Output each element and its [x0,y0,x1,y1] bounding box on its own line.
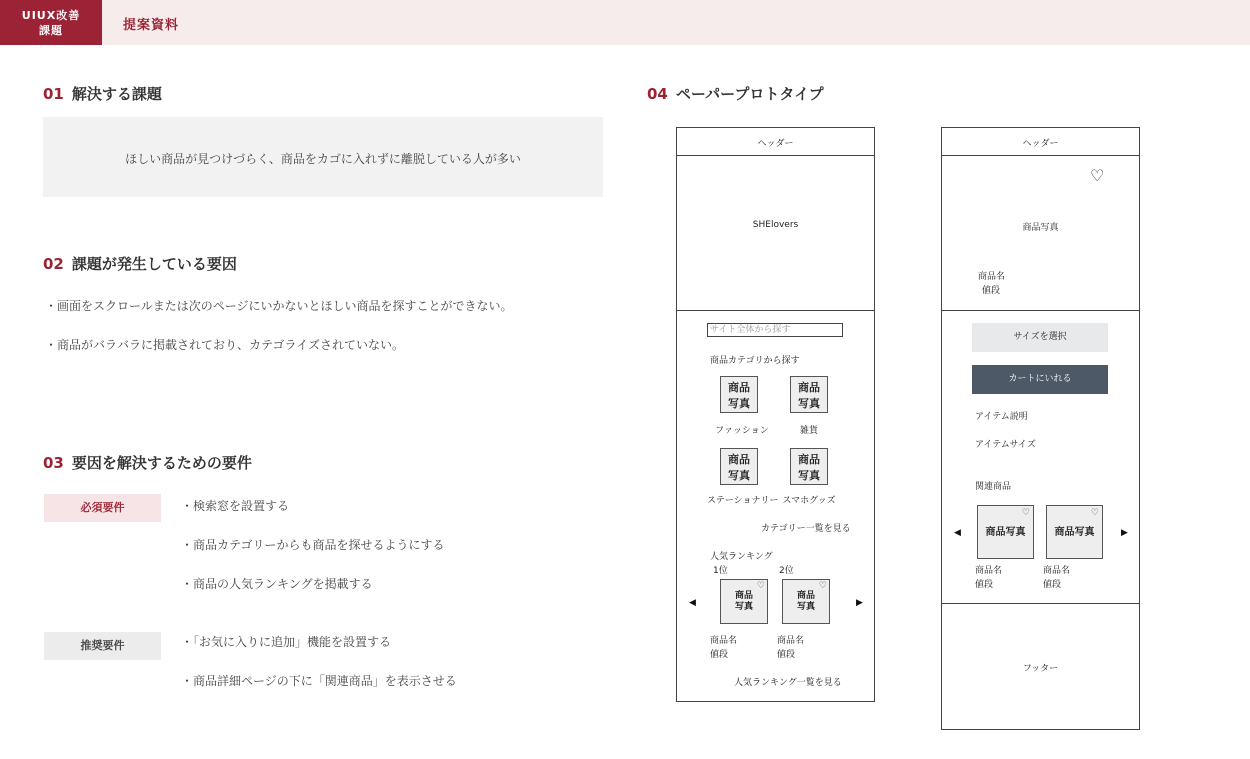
photo-line1: 商品 [796,591,815,601]
category-photo[interactable] [790,448,828,485]
wireframe-detail-page [941,127,1140,730]
carousel-right-arrow-icon[interactable]: ▶ [856,598,863,608]
related-product-photo[interactable] [977,505,1034,559]
carousel-right-arrow-icon[interactable]: ▶ [1121,528,1128,538]
photo-line2: 写真 [734,602,753,612]
ranking-photo[interactable] [720,579,768,624]
item-size-label: アイテムサイズ [975,440,1036,450]
favorite-heart-icon[interactable]: ♡ [818,581,827,591]
divider [942,155,1139,156]
category-list-link[interactable]: カテゴリー一覧を見る [761,524,851,534]
problem-box [43,117,603,197]
top-bar [0,0,1250,45]
cause-item: ・商品がバラバラに掲載されており、カテゴライズされていない。 [45,338,405,352]
product-price: 値段 [777,650,796,660]
ranking-list-link[interactable]: 人気ランキング一覧を見る [734,678,842,688]
section-01-number: 01 [43,85,64,103]
category-photo[interactable] [720,376,758,413]
wf-header-label: ヘッダー [757,139,794,149]
favorite-heart-icon[interactable]: ♡ [756,581,765,591]
product-name: 商品名 [978,272,1006,282]
product-photo-label: 商品写真 [1022,223,1059,233]
photo-line1: 商品 [734,591,753,601]
related-heading: 関連商品 [975,482,1012,492]
product-name: 商品名 [975,566,1003,576]
related-product-photo[interactable] [1046,505,1103,559]
select-size-button[interactable]: サイズを選択 [972,323,1108,352]
header-badge-line2: 課題 [39,24,63,37]
carousel-left-arrow-icon[interactable]: ◀ [689,598,696,608]
favorite-heart-icon[interactable]: ♡ [1021,508,1030,518]
section-04-number: 04 [647,85,668,103]
favorite-heart-icon[interactable]: ♡ [1090,166,1105,185]
section-02-title: 課題が発生している要因 [71,255,237,273]
divider [677,155,874,156]
section-04-title: ペーパープロトタイプ [675,85,824,103]
section-02-heading [43,253,237,274]
section-01-title: 解決する課題 [71,85,162,103]
header-badge-line1: UIUX改善 [21,9,81,22]
product-price: 値段 [1043,580,1062,590]
category-label: 雑貨 [799,426,818,436]
requirement-item: ・商品カテゴリーからも商品を探せるようにする [181,538,445,552]
cause-item: ・画面をスクロールまたは次のページにいかないとほしい商品を探すことができない。 [45,299,513,313]
related-photo-label: 商品写真 [985,527,1026,538]
category-label: ステーショナリー [707,496,779,506]
rank-label: 1位 [713,566,728,576]
category-heading: 商品カテゴリから探す [710,356,800,366]
wf-footer-label: フッター [1022,664,1059,674]
problem-text: ほしい商品が見つけづらく、商品をカゴに入れずに離脱している人が多い [125,152,521,166]
recommendation-item: ・商品詳細ページの下に「関連商品」を表示させる [181,674,457,688]
recommendation-item: ・「お気に入りに追加」機能を設置する [181,635,392,649]
item-description-label: アイテム説明 [975,412,1028,422]
page-title: 提案資料 [123,18,180,33]
section-04-heading [647,83,824,104]
photo-line2: 写真 [728,397,750,410]
product-name: 商品名 [777,636,805,646]
photo-line2: 写真 [796,602,815,612]
wf-header-label: ヘッダー [1022,139,1059,149]
photo-line1: 商品 [798,453,820,466]
category-photo[interactable] [790,376,828,413]
photo-line2: 写真 [728,469,750,482]
section-01-heading [43,83,162,104]
divider [677,310,874,311]
section-03-title: 要因を解決するための要件 [71,454,252,472]
header-badge [0,0,102,45]
carousel-left-arrow-icon[interactable]: ◀ [954,528,961,538]
photo-line2: 写真 [798,469,820,482]
category-label: ファッション [715,426,769,436]
photo-line1: 商品 [798,381,820,394]
category-photo[interactable] [720,448,758,485]
requirement-item: ・商品の人気ランキングを掲載する [181,577,373,591]
required-tag: 必須要件 [44,494,161,522]
search-input[interactable]: サイト全体から探す [707,323,843,337]
divider [942,310,1139,311]
requirement-item: ・検索窓を設置する [181,499,290,513]
ranking-photo[interactable] [782,579,830,624]
product-name: 商品名 [1043,566,1071,576]
divider [942,603,1139,604]
recommended-tag: 推奨要件 [44,632,161,660]
add-to-cart-button[interactable]: カートにいれる [972,365,1108,394]
wireframe-top-page [676,127,875,702]
wf-hero-label: SHElovers [752,220,799,230]
product-price: 値段 [982,286,1001,296]
photo-line2: 写真 [798,397,820,410]
photo-line1: 商品 [728,453,750,466]
section-02-number: 02 [43,255,64,273]
product-name: 商品名 [710,636,738,646]
section-03-number: 03 [43,454,64,472]
related-photo-label: 商品写真 [1054,527,1095,538]
section-03-heading [43,452,252,473]
product-price: 値段 [710,650,729,660]
product-price: 値段 [975,580,994,590]
rank-label: 2位 [779,566,794,576]
category-label: スマホグッズ [782,496,836,506]
ranking-heading: 人気ランキング [710,552,773,562]
favorite-heart-icon[interactable]: ♡ [1090,508,1099,518]
photo-line1: 商品 [728,381,750,394]
